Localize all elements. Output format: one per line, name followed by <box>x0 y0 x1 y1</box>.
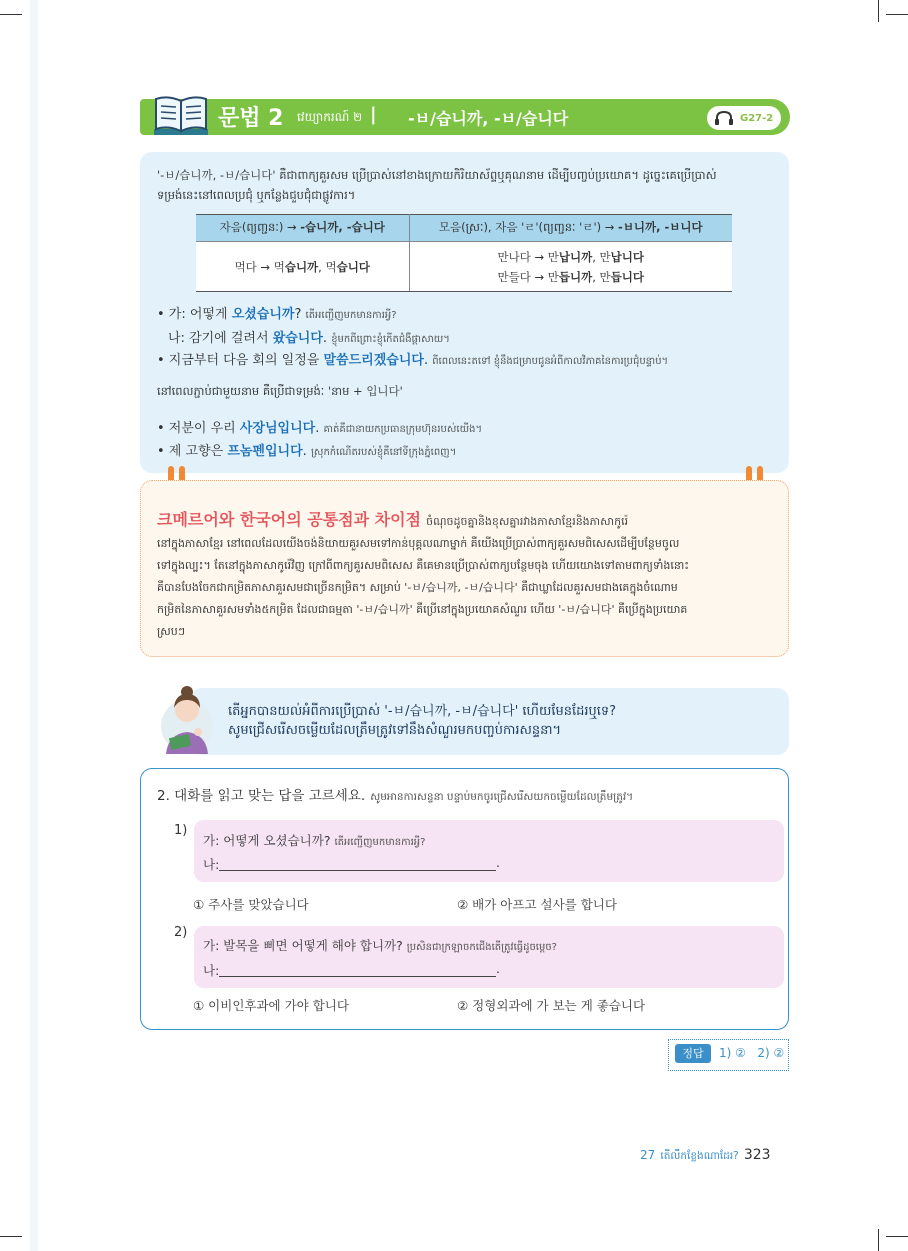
crop-mark <box>886 1236 908 1237</box>
culture-line: ទៅក្នុងល្បះ។ តែនៅក្នុងភាសាកូរ៉េវិញ ក្រៅពីពាក្យគួរសមពិសេស គឺគេមានប្រើប្រាស់ពាក្យបន្ថែមចុង ហើយយោងទៅតាមពាក្យទាំងនោះ <box>157 559 690 572</box>
header-subtitle: វេយ្យាករណ៍ ២ <box>297 110 363 124</box>
page-side-strip <box>30 0 38 1251</box>
crop-mark <box>0 1236 22 1237</box>
dialog-box-1 <box>194 820 784 882</box>
grammar-intro-line2: ទម្រង់នេះនៅពេលប្រជុំ ឬកន្លែងជួបជុំជាផ្លូវការ។ <box>157 188 356 202</box>
q1-option-1[interactable]: ① 주사를 맞았습니다 <box>193 897 309 912</box>
table-cell-consonant-example: 먹다 → 먹습니까, 먹습니다 <box>196 242 409 292</box>
q2-answer-line[interactable] <box>219 976 496 977</box>
crop-mark <box>886 14 908 15</box>
question-2-number: 2) <box>174 925 188 940</box>
example-1: • 가: 어떻게 오셨습니까? តើអញ្ជើញមកមានការអ្វី? <box>157 307 397 322</box>
example-2: 나: 감기에 걸려서 왔습니다. ខ្ញុំមកពីព្រោះខ្ញុំកើតជំងឺផ្តាសាយ។ <box>168 331 450 346</box>
table-cell-vowel-example: 만나다 → 만납니까, 만납니다 만들다 → 만듭니까, 만듭니다 <box>409 242 732 292</box>
culture-line: កម្រិតនៃភាសាគួរសមទាំង៥កម្រិត ដែលជាធម្មតា '-ㅂ/습니까' គឺប្រើនៅក្នុងប្រយោគសំណួរ ហើយ '-ㅂ/습니다' គឺប្រើក្នុងប្រយោគ <box>157 603 688 616</box>
crop-mark <box>878 1229 879 1251</box>
q2-speaker-b: 나: <box>203 963 220 978</box>
header-pattern: -ㅂ/습니까, -ㅂ/습니다 <box>408 109 569 128</box>
question-1-number: 1) <box>174 823 188 838</box>
conjugation-table <box>196 214 732 292</box>
page-footer: 27 តើលឹកខ្លែងណាដែរ? 323 <box>640 1147 771 1163</box>
q2-speaker-a: 가: 발목을 삐면 어떻게 해야 합니까? ប្រសិនជាក្រឡាចកជើងតើត្រូវធ្វើដូចម្តេច? <box>203 938 557 953</box>
open-book-icon <box>152 93 210 137</box>
answer-label: 정답 <box>675 1044 711 1063</box>
grammar-intro-line1: '-ㅂ/습니까, -ㅂ/습니다' គឺជាពាក្យគួរសម ប្រើប្រាស់នៅខាងក្រោយកិរិយាស័ព្ទឬគុណនាម ដើម្បីបញ្ចប់ប្រយោគ។ ដូច្នេះគេប្រើប្រាស់ <box>157 168 717 182</box>
q1-speaker-b: 나: <box>203 857 220 872</box>
q2-option-2[interactable]: ② 정형외과에 가 보는 게 좋습니다 <box>457 998 646 1013</box>
q1-answer-line[interactable] <box>219 870 496 871</box>
exercise-instruction: 2. 대화를 읽고 맞는 답을 고르세요. សូមអានការសន្ទនា បន្ទាប់មកចូរជ្រើសរើសយកចម្លើយដែលត្រឹមត្រូវ។ <box>157 788 634 804</box>
header-title: 문법 2 <box>218 106 284 131</box>
table-header-vowel: 모음(ស្រៈ), 자음 'ㄹ'(ព្យញ្ជនៈ 'ㄹ') → -ㅂ니까, -ㅂ니다 <box>409 215 732 242</box>
culture-line: នៅក្នុងភាសាខ្មែរ នៅពេលដែលយើងចង់និយាយគួរសមទៅកាន់បុគ្គលណាម្នាក់ គឺយើងប្រើប្រាស់ពាក្យគួរសមពិសេសដើម្បីបន្ថែមចូល <box>157 537 680 550</box>
q1-period: . <box>496 855 500 870</box>
header-separator: | <box>370 104 377 125</box>
noun-note: នៅពេលភ្ជាប់ជាមួយនាម គឺប្រើជាទម្រង់ៈ 'នាម + 입니다' <box>157 384 403 398</box>
q1-speaker-a: 가: 어떻게 오셨습니까? តើអញ្ជើញមកមានការអ្វី? <box>203 833 426 848</box>
example-3: • 지금부터 다음 회의 일정을 말씀드리겠습니다. ពីពេលនេះតទៅ ខ្ញុំនឹងជម្រាបជូនអំពីកាលវិភាគនៃការប្រជុំបន្ទាប់។ <box>157 353 669 368</box>
teacher-avatar <box>158 682 216 754</box>
example-4: • 저분이 우리 사장님입니다. គាត់គឺជានាយកប្រធានក្រុមហ៊ុនរបស់យើង។ <box>157 421 483 436</box>
culture-title: 크메르어와 한국어의 공통점과 차이점 ចំណុចដូចគ្នានិងខុសគ្នារវាងភាសាខ្មែរនិងភាសាកូរ៉េ <box>157 510 629 529</box>
crop-mark <box>0 14 22 15</box>
culture-line: ស្របៗ <box>157 625 185 638</box>
crop-mark <box>878 0 879 22</box>
audio-code: G27-2 <box>740 113 774 124</box>
culture-line: គឺបានបែងចែកជាកម្រិតភាសាគួរសមជាច្រើនកម្រិត។ សម្រាប់ '-ㅂ/습니까, -ㅂ/습니다' គឺជាឃ្លាដែលគួរសមជាងគេក្នុងចំណោម <box>157 581 678 594</box>
table-header-consonant: 자음(ព្យញ្ជនៈ) → -습니까, -습니다 <box>196 215 409 242</box>
answer-text: 1) ② 2) ② <box>719 1046 785 1060</box>
prompt-line1: តើអ្នកបានយល់អំពីការប្រើប្រាស់ '-ㅂ/습니까, -ㅂ/습니다' ហើយមែនដែរឬទេ? <box>228 704 616 719</box>
headphones-icon <box>714 110 734 126</box>
q2-period: . <box>496 961 500 976</box>
example-5: • 제 고향은 프놈펜입니다. ស្រុកកំណើតរបស់ខ្ញុំគឺនៅទីក្រុងភ្នំពេញ។ <box>157 444 457 459</box>
q1-option-2[interactable]: ② 배가 아프고 설사를 합니다 <box>457 897 617 912</box>
q2-option-1[interactable]: ① 이비인후과에 가야 합니다 <box>193 998 349 1013</box>
prompt-line2: សូមជ្រើសរើសចម្លើយដែលត្រឹមត្រូវទៅនឹងសំណួរមកបញ្ចប់ការសន្ទនា។ <box>228 723 562 738</box>
